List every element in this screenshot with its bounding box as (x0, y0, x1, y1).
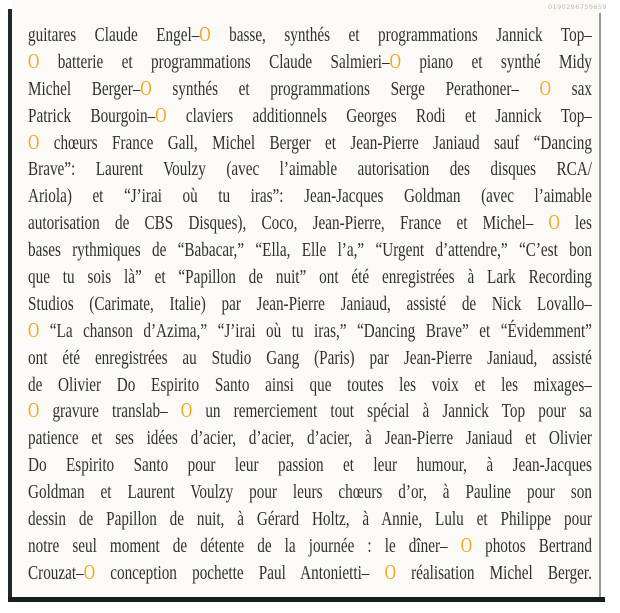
left-border-line (8, 9, 12, 599)
credits-segment: Michel Berger– (28, 77, 141, 100)
credits-line (28, 398, 592, 425)
o-marker: O (28, 400, 40, 423)
o-marker: O (460, 534, 473, 557)
bottom-border-line (8, 597, 605, 602)
o-marker: O (155, 104, 167, 127)
o-marker: O (28, 131, 40, 154)
credits-line (28, 291, 592, 318)
credits-line (28, 183, 592, 210)
credits-line (28, 156, 592, 183)
credits-segment: Goldman et Laurent Voulzy pour leurs chœurs d’or, à Pauline pour son (28, 481, 592, 504)
credits-line (28, 452, 592, 479)
o-marker: O (83, 561, 96, 584)
o-marker: O (384, 561, 396, 584)
credits-segment: “La chanson d’Azima,” “J’irai où tu iras,” “Dancing Brave” et “Évidemment” (39, 319, 592, 342)
credits-line (28, 372, 592, 399)
o-marker: O (28, 50, 40, 73)
credits-segment: synthés et programmations Serge Perathoner– (151, 77, 540, 100)
credits-segment: que tu sois là” et “Papillon de nuit” ont été enregistrées à Lark Recording (28, 266, 592, 289)
credits-segment: réalisation Michel Berger. (395, 561, 592, 584)
credits-segment: les (559, 212, 592, 235)
credits-segment: conception pochette Paul Antonietti– (95, 561, 385, 584)
credits-segment: ont été enregistrées au Studio Gang (Paris) par Jean-Pierre Janiaud, assisté (28, 346, 592, 369)
credits-segment: Brave”: Laurent Voulzy (avec l’aimable autorisation des disques RCA/ (28, 158, 592, 181)
credits-line (28, 130, 592, 157)
o-marker: O (539, 77, 551, 100)
credits-segment: basse, synthés et programmations Jannick Top– (210, 24, 592, 46)
credits-line (28, 76, 592, 103)
credits-segment: autorisation de CBS Disques), Coco, Jean-Pierre, France et Michel– (28, 212, 549, 235)
credits-segment: Patrick Bourgoin– (28, 104, 156, 127)
credits-line (28, 22, 592, 49)
credits-line (28, 425, 592, 452)
credits-line (28, 345, 592, 372)
credits-segment: Ariola) et “J’irai où tu iras”: Jean-Jacques Goldman (avec l’aimable (28, 185, 592, 208)
o-marker: O (548, 212, 560, 235)
credits-segment: photos Bertrand (472, 534, 592, 557)
right-border-line (599, 13, 601, 597)
credits-segment: Studios (Carimate, Italie) par Jean-Pierre Janiaud, assisté de Nick Lovallo– (28, 292, 592, 315)
credits-segment: guitares Claude Engel– (28, 24, 200, 46)
credits-line (28, 103, 592, 130)
credits-segment: claviers additionnels Georges Rodi et Jannick Top– (166, 104, 592, 127)
credits-text (28, 22, 592, 587)
credits-segment: bases rythmiques de “Babacar,” “Ella, Elle l’a,” “Urgent d’attendre,” “C’est bon (28, 239, 592, 262)
credits-segment: de Olivier Do Espirito Santo ainsi que toutes les voix et les mixages– (28, 373, 592, 396)
credits-segment: batterie et programmations Claude Salmieri– (39, 50, 390, 73)
credits-line (28, 506, 592, 533)
credits-segment: Do Espirito Santo pour leur passion et leur humour, à Jean-Jacques (28, 454, 592, 477)
credits-segment: chœurs France Gall, Michel Berger et Jean-Pierre Janiaud sauf “Dancing (39, 131, 592, 154)
credits-line (28, 318, 592, 345)
credits-segment: notre seul moment de détente de la journée : le dîner– (28, 534, 461, 557)
credits-segment: patience et ses idées d’acier, d’acier, d’acier, à Jean-Pierre Janiaud et Olivier (28, 427, 592, 450)
credits-line (28, 560, 592, 587)
credits-segment: Crouzat– (28, 561, 84, 584)
o-marker: O (389, 50, 401, 73)
credits-segment: un remerciement tout spécial à Jannick Top pour sa (192, 400, 592, 423)
credits-line (28, 264, 592, 291)
credits-segment: piano et synthé Midy (400, 50, 592, 73)
o-marker: O (199, 24, 211, 46)
credits-line (28, 210, 592, 237)
credits-segment: gravure translab– (39, 400, 181, 423)
credits-line (28, 49, 592, 76)
o-marker: O (28, 319, 40, 342)
credits-segment: sax (550, 77, 592, 100)
credits-line (28, 533, 592, 560)
credits-line (28, 237, 592, 264)
serial-number: 0190296759659 (548, 3, 607, 11)
credits-segment: dessin de Papillon de nuit, à Gérard Holtz, à Annie, Lulu et Philippe pour (28, 508, 592, 531)
o-marker: O (180, 400, 193, 423)
o-marker: O (140, 77, 152, 100)
credits-line (28, 479, 592, 506)
